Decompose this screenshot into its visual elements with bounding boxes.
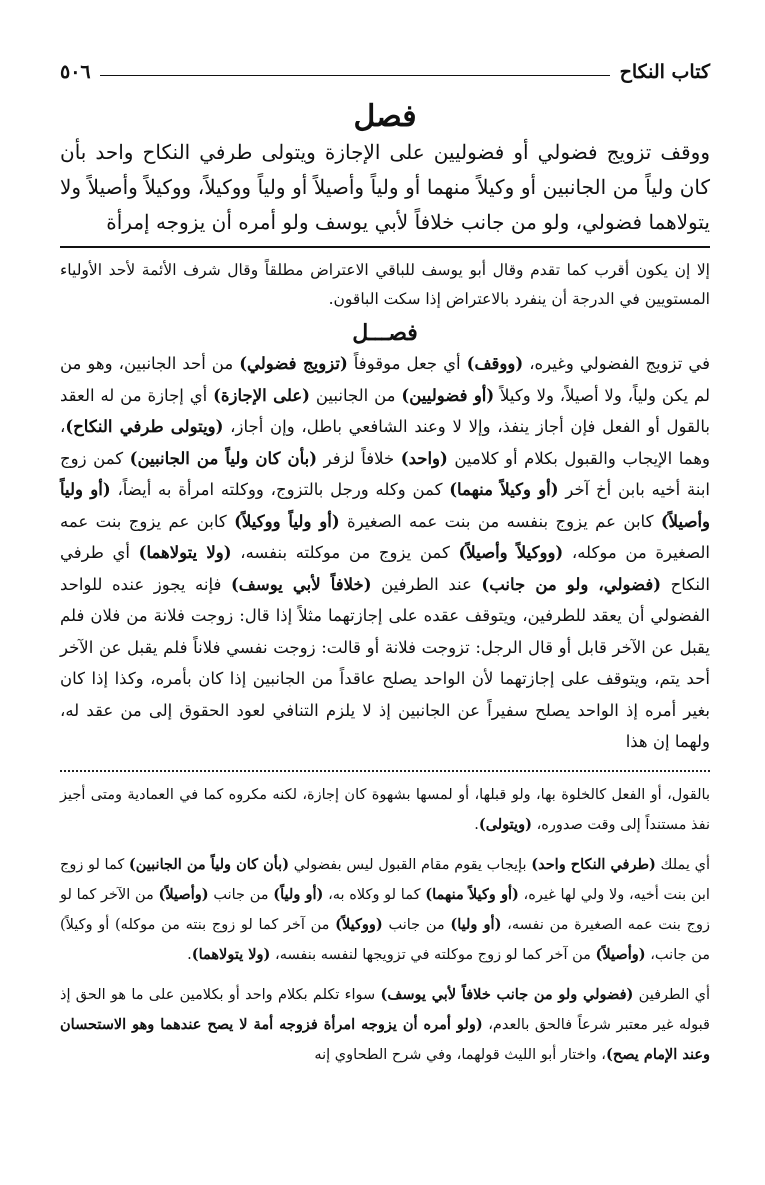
- matn-quote: (طرفي النكاح واحد): [531, 855, 656, 873]
- matn-quote: (ولو أمره أن يزوجه امرأة فزوجه أمة لا يصح عندهما وهو الاستحسان وعند الإمام يصح): [60, 1015, 710, 1063]
- commentary-text: بإيجاب يقوم مقام القبول ليس بفضولي: [289, 856, 532, 873]
- footnotes: [60, 780, 710, 1070]
- matn-quote: (تزويج فضولي): [239, 354, 348, 373]
- commentary-text: من جانب: [208, 886, 274, 903]
- commentary-text: من الجانبين: [309, 385, 402, 405]
- commentary-text: بالقول، أو الفعل كالخلوة بها، ولو قبلها، أو لمسها بشهوة كان إجازة، لكنه مكروه كما في العمادية ومتى أجيز نفذ مستنداً إلى وقت صدوره،: [60, 786, 710, 833]
- matn-quote: (وأصيلاً): [158, 885, 209, 903]
- commentary-text: سواء تكلم بكلام واحد أو بكلامين على ما هو الحق إذ قبوله غير معتبر شرعاً فالحق بالعدم،: [60, 986, 710, 1033]
- matn-quote: (ويتولى طرفي النكاح): [65, 417, 224, 436]
- matn-quote: (بأن كان ولياً من الجانبين): [128, 855, 290, 873]
- footnote-paragraph: [60, 980, 710, 1070]
- matn-quote: (واحد): [400, 448, 448, 468]
- commentary-text: عند الطرفين: [371, 574, 482, 594]
- matn-quote: (أو ولياً وأصيلاً): [60, 480, 711, 531]
- commentary-text: فإنه يجوز عنده للواحد الفضولي أن يعقد للطرفين، ويتوقف عقده على إجازتهما مثلاً إذا قال: زوجت فلانة من فلان فلم يقبل عن الآخر قابل أو قال الرجل: تزوجت فلانة أو قالت: زوجت نفسي فلاناً فلم يقبل عن الآخر أحد يتم، ويتوقف على إجازتهما لأن الواحد يصلح عاقداً من الجانبين إذا كان بأمره، وكذا إذا كان بغير أمره إذ الواحد يصلح سفيراً عن الجانبين إذ لا يلزم التنافي لعود الحقوق إلى من عقد له، ولهما إن هذا: [60, 574, 710, 751]
- commentary-text: أي يملك: [655, 856, 710, 873]
- commentary-text: من أحد الجانبين، وهو من لم يكن ولياً، ولا أصيلاً، ولا وكيلاً: [60, 354, 710, 405]
- matn-quote: (أو ولياً): [273, 885, 324, 903]
- footnote-paragraph: [60, 850, 710, 970]
- chapter-title: كتاب النكاح: [619, 61, 710, 83]
- commentary-text: .: [474, 816, 479, 833]
- matn-quote: (فضولي، ولو من جانب): [481, 574, 662, 594]
- commentary-text: كمن وكله ورجل بالتزوج، ووكلته امرأة به أيضاً،: [110, 480, 450, 499]
- matn-quote: (أو وكيلاً منهما): [449, 480, 559, 499]
- commentary-text: كابن عم يزوج بنفسه من بنت عمه الصغيرة: [339, 511, 661, 531]
- matn-quote: (ووكيلاً): [335, 915, 383, 933]
- matn-quote: (فضولي ولو من جانب خلافاً لأبي يوسف): [380, 985, 634, 1003]
- commentary-text: .: [187, 946, 192, 963]
- page-number: ٥٠٦: [60, 61, 91, 83]
- commentary-text: كابن عم يزوج بنت عمه الصغيرة من موكله،: [60, 511, 711, 562]
- commentary-text: كما لو وكلاه به،: [323, 886, 426, 903]
- matn-quote: (بأن كان ولياً من الجانبين): [129, 448, 318, 468]
- matn-paragraph: ووقف تزويج فضولي أو فضوليين على الإجازة ويتولى طرفي النكاح واحد بأن كان ولياً من الجانبين أو وكيلاً منهما أو ولياً وأصيلاً أو ولياً ووكيلاً، ووكيلاً وأصيلاً ولا يتولاهما فضولي، ولو من جانب خلافاً لأبي يوسف ولو أمره أن يزوجه إمرأة: [60, 140, 710, 234]
- matn-quote: (أو ولياً ووكيلاً): [234, 511, 340, 531]
- matn-text: [60, 135, 710, 240]
- matn-quote: (ووكيلاً وأصيلاً): [458, 543, 564, 562]
- sharh-heading: فصـــل: [352, 320, 418, 346]
- sharh-paragraph: [60, 348, 710, 758]
- continued-commentary: [60, 256, 710, 314]
- matn-separator: [60, 246, 710, 248]
- sharh-text: [60, 348, 710, 758]
- matn-quote: (ويتولى): [478, 815, 532, 833]
- footnote-paragraph: [60, 780, 710, 840]
- matn-quote: (خلافاً لأبي يوسف): [231, 574, 372, 594]
- matn-quote: (أو وكيلاً منهما): [425, 885, 519, 903]
- commentary-text: أي الطرفين: [633, 986, 711, 1003]
- commentary-text: كمن زوج ابنة أخيه بابن أخ آخر: [60, 448, 710, 499]
- matn-quote: (أو فضوليين): [401, 385, 495, 405]
- matn-quote: (ووقف): [466, 354, 524, 373]
- commentary-text: من آخر كما لو زوج بنته من موكله) أو وكيلاً) من جانب،: [60, 916, 710, 963]
- commentary-text: ، واختار أبو الليث قولهما، وفي شرح الطحاوي إنه: [314, 1046, 606, 1063]
- commentary-text: كمن يزوج من موكلته بنفسه،: [231, 543, 459, 562]
- commentary-text: أي طرفي النكاح: [60, 543, 711, 594]
- commentary-text: ، وهما الإيجاب والقبول بكلام أو كلامين: [60, 417, 710, 468]
- commentary-text: من آخر كما لو زوج موكلته في تزويجها لنفسه بنفسه،: [270, 946, 596, 963]
- matn-quote: (على الإجازة): [213, 385, 310, 405]
- matn-quote: (أو وليا): [450, 915, 502, 933]
- matn-quote: (وأصيلاً): [595, 945, 646, 963]
- footnote-separator: [60, 770, 710, 772]
- commentary-text: خلافاً لزفر: [317, 448, 401, 468]
- commentary-text: من الآخر كما لو زوج بنت عمه الصغيرة من نفسه،: [60, 886, 711, 933]
- matn-quote: (ولا يتولاهما): [191, 945, 271, 963]
- book-page: [60, 55, 710, 1080]
- commentary-text: أي إجازة من له العقد بالقول أو الفعل فإن أجاز ينفذ، وإلا لا وعند الشافعي باطل، وإن أجاز،: [60, 385, 710, 436]
- commentary-text: كما لو زوج ابن بنت أخيه، ولا ولي لها غيره،: [60, 856, 710, 903]
- continued-paragraph: إلا إن يكون أقرب كما تقدم وقال أبو يوسف للباقي الاعتراض مطلقاً وقال شرف الأئمة لأحد الأولياء المستويين في الدرجة أن ينفرد بالاعتراض إذا سكت الباقون.: [60, 261, 710, 308]
- matn-heading: فصل: [353, 99, 417, 134]
- header-rule: [100, 75, 610, 76]
- commentary-text: أي جعل موقوفاً: [347, 354, 467, 373]
- running-header: [60, 55, 710, 85]
- commentary-text: في تزويج الفضولي وغيره،: [523, 354, 711, 373]
- commentary-text: من جانب: [382, 916, 451, 933]
- matn-quote: (ولا يتولاهما): [138, 543, 232, 562]
